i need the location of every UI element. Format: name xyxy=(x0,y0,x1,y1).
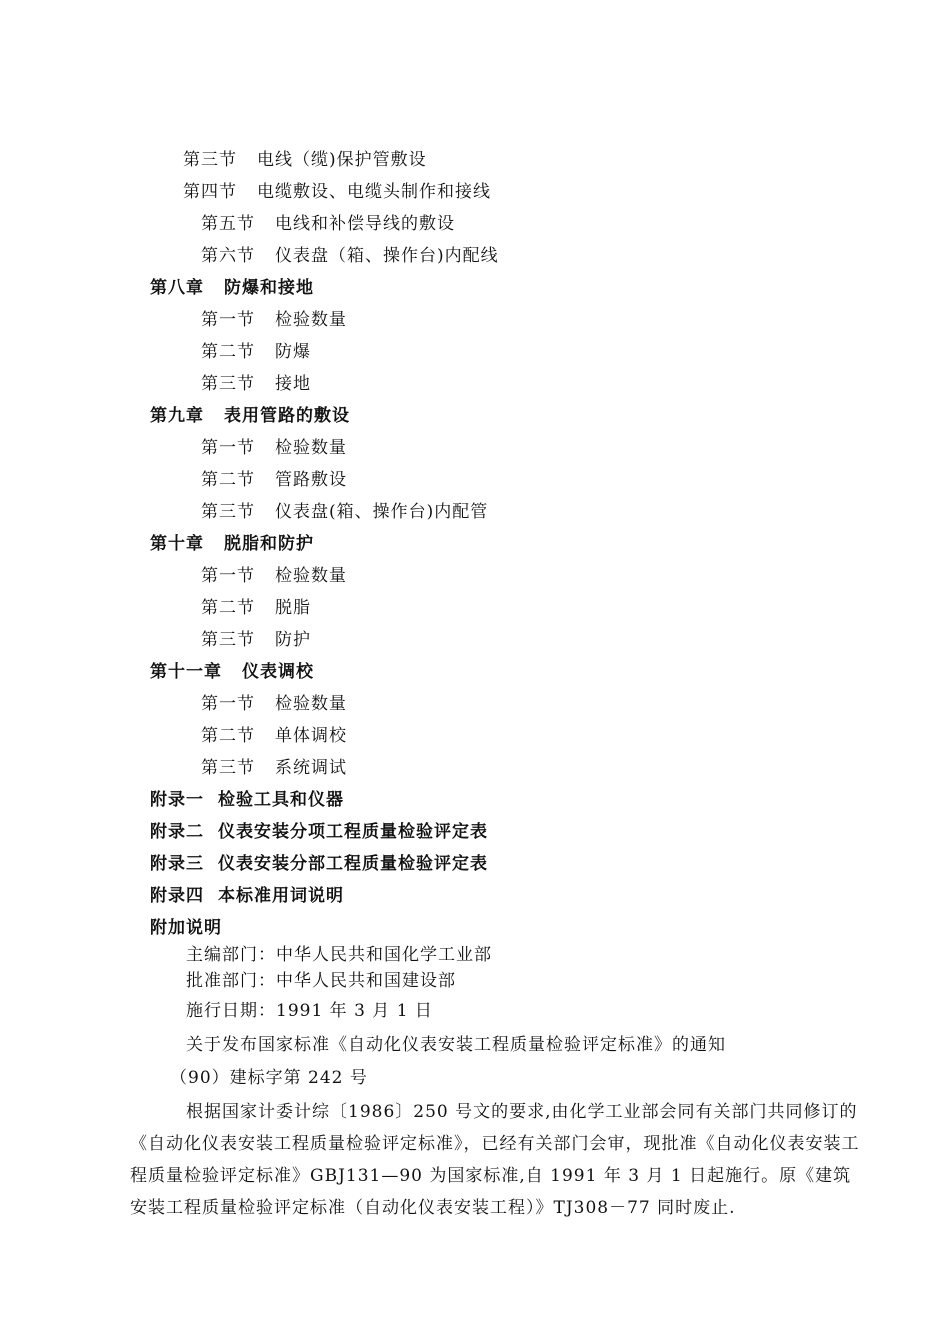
toc-section xyxy=(183,148,427,172)
section-title: 管路敷设 xyxy=(275,470,347,490)
toc-appendix xyxy=(150,852,488,876)
toc-additional-notes: 附加说明 xyxy=(150,918,222,938)
section-number: 第二节 xyxy=(201,342,255,362)
section-number: 第五节 xyxy=(201,214,255,234)
toc-section xyxy=(201,724,347,748)
section-title: 系统调试 xyxy=(275,758,347,778)
section-title: 防护 xyxy=(275,630,311,650)
toc-chapter xyxy=(150,532,314,556)
section-title: 检验数量 xyxy=(275,310,347,330)
chapter-title: 仪表调校 xyxy=(242,662,314,682)
toc-chapter xyxy=(150,276,314,300)
toc-section xyxy=(201,212,455,236)
section-number: 第一节 xyxy=(201,438,255,458)
chapter-title: 防爆和接地 xyxy=(224,278,314,298)
section-number: 第三节 xyxy=(183,150,237,170)
section-number: 第三节 xyxy=(201,758,255,778)
appendix-title: 仪表安装分部工程质量检验评定表 xyxy=(218,854,488,874)
chapter-title: 脱脂和防护 xyxy=(224,534,314,554)
appendix-number: 附录一 xyxy=(150,790,204,810)
appendix-number: 附录三 xyxy=(150,854,204,874)
appendix-title: 检验工具和仪器 xyxy=(218,790,344,810)
appendix-number: 附录四 xyxy=(150,886,204,906)
section-title: 仪表盘(箱、操作台)内配管 xyxy=(275,502,489,522)
section-title: 检验数量 xyxy=(275,566,347,586)
appendix-number: 附录二 xyxy=(150,822,204,842)
toc-section xyxy=(201,564,347,588)
toc-section xyxy=(201,500,488,524)
section-number: 第六节 xyxy=(201,246,255,266)
appendix-title: 仪表安装分项工程质量检验评定表 xyxy=(218,822,488,842)
section-number: 第三节 xyxy=(201,630,255,650)
notice-title: 关于发布国家标准《自动化仪表安装工程质量检验评定标准》的通知 xyxy=(186,1035,726,1055)
section-title: 防爆 xyxy=(275,342,311,362)
chapter-number: 第九章 xyxy=(150,406,204,426)
approver-dept: 批准部门：中华人民共和国建设部 xyxy=(186,971,456,991)
toc-appendix xyxy=(150,788,344,812)
section-number: 第一节 xyxy=(201,566,255,586)
section-number: 第三节 xyxy=(201,502,255,522)
section-number: 第二节 xyxy=(201,470,255,490)
section-title: 单体调校 xyxy=(275,726,347,746)
toc-section xyxy=(201,692,347,716)
section-title: 电线和补偿导线的敷设 xyxy=(275,214,455,234)
toc-section xyxy=(201,756,347,780)
toc-section xyxy=(201,436,347,460)
section-title: 检验数量 xyxy=(275,438,347,458)
section-title: 仪表盘（箱、操作台)内配线 xyxy=(275,246,499,266)
toc-section xyxy=(201,372,311,396)
section-title: 电线（缆)保护管敷设 xyxy=(257,150,427,170)
toc-section xyxy=(183,180,491,204)
toc-section xyxy=(201,244,499,268)
editor-dept: 主编部门：中华人民共和国化学工业部 xyxy=(186,945,492,965)
section-title: 脱脂 xyxy=(275,598,311,618)
chapter-number: 第十一章 xyxy=(150,662,222,682)
toc-chapter xyxy=(150,660,314,684)
toc-section xyxy=(201,468,347,492)
chapter-title: 表用管路的敷设 xyxy=(224,406,350,426)
toc-section xyxy=(201,340,311,364)
body-paragraph xyxy=(130,1096,860,1224)
chapter-number: 第十章 xyxy=(150,534,204,554)
section-number: 第二节 xyxy=(201,598,255,618)
chapter-number: 第八章 xyxy=(150,278,204,298)
toc-appendix xyxy=(150,884,344,908)
section-title: 电缆敷设、电缆头制作和接线 xyxy=(257,182,491,202)
section-number: 第一节 xyxy=(201,694,255,714)
toc-section xyxy=(201,596,311,620)
section-title: 接地 xyxy=(275,374,311,394)
toc-section xyxy=(201,308,347,332)
section-number: 第二节 xyxy=(201,726,255,746)
effective-date: 施行日期：1991 年 3 月 1 日 xyxy=(186,1001,433,1021)
appendix-title: 本标准用词说明 xyxy=(218,886,344,906)
document-number: （90）建标字第 242 号 xyxy=(170,1068,368,1088)
section-number: 第一节 xyxy=(201,310,255,330)
toc-section xyxy=(201,628,311,652)
section-title: 检验数量 xyxy=(275,694,347,714)
toc-appendix xyxy=(150,820,488,844)
section-number: 第三节 xyxy=(201,374,255,394)
body-paragraph-text: 根据国家计委计综〔1986〕250 号文的要求,由化学工业部会同有关部门共同修订的《自动化仪表安装工程质量检验评定标准》，已经有关部门会审，现批准《自动化仪表安装工程质量检验评定标准》GBJ131—90 为国家标准,自 1991 年 3 月 1 日起施行。原《建筑安装工程质量检验评定标准（自动化仪表安装工程）》TJ308－77 同时废止. xyxy=(130,1102,860,1218)
section-number: 第四节 xyxy=(183,182,237,202)
toc-chapter xyxy=(150,404,350,428)
